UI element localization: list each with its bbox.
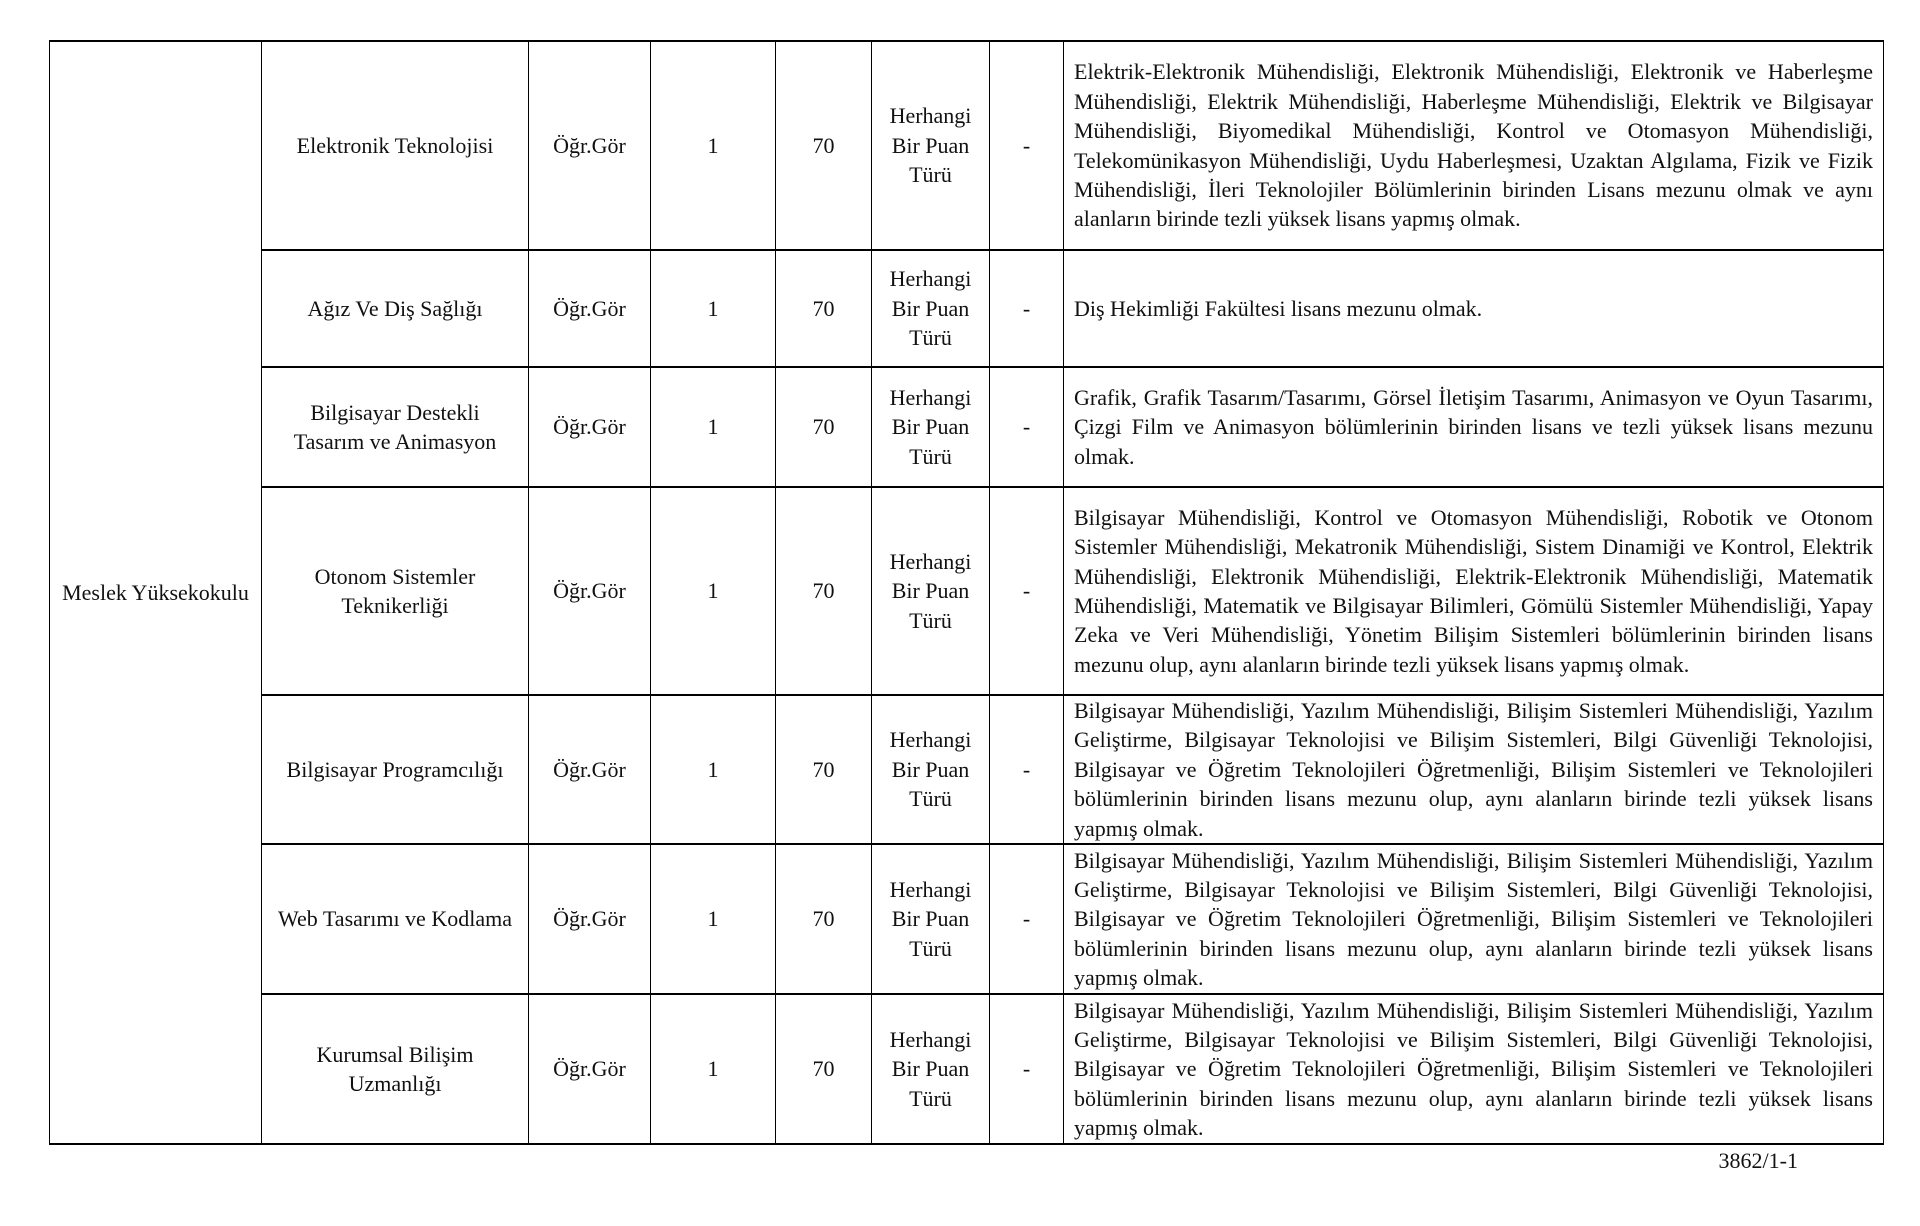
staff-title: Öğr.Gör bbox=[529, 487, 651, 695]
language-requirement: - bbox=[990, 487, 1064, 695]
language-requirement: - bbox=[990, 367, 1064, 487]
program-name: Kurumsal Bilişim Uzmanlığı bbox=[262, 994, 529, 1144]
table-row bbox=[50, 844, 1884, 994]
ales-score: 70 bbox=[776, 695, 872, 844]
table-row bbox=[50, 250, 1884, 367]
score-type: Herhangi Bir Puan Türü bbox=[872, 367, 990, 487]
position-count: 1 bbox=[651, 487, 776, 695]
ales-score: 70 bbox=[776, 250, 872, 367]
program-name: Web Tasarımı ve Kodlama bbox=[262, 844, 529, 994]
position-count: 1 bbox=[651, 844, 776, 994]
ales-score: 70 bbox=[776, 41, 872, 250]
score-type: Herhangi Bir Puan Türü bbox=[872, 487, 990, 695]
ales-score: 70 bbox=[776, 844, 872, 994]
position-count: 1 bbox=[651, 41, 776, 250]
requirements: Bilgisayar Mühendisliği, Yazılım Mühendisliği, Bilişim Sistemleri Mühendisliği, Yazılım Geliştirme, Bilgisayar Teknolojisi ve Bilişim Sistemleri, Bilgi Güvenliği Teknolojisi, Bilgisayar ve Öğretim Teknolojileri Öğretmenliği, Bilişim Sistemleri ve Teknolojileri bölümlerinin birinden lisans mezunu olup, aynı alanların birinde tezli yüksek lisans yapmış olmak. bbox=[1064, 994, 1884, 1144]
position-count: 1 bbox=[651, 994, 776, 1144]
staff-title: Öğr.Gör bbox=[529, 994, 651, 1144]
requirements: Bilgisayar Mühendisliği, Yazılım Mühendisliği, Bilişim Sistemleri Mühendisliği, Yazılım Geliştirme, Bilgisayar Teknolojisi ve Bilişim Sistemleri, Bilgi Güvenliği Teknolojisi, Bilgisayar ve Öğretim Teknolojileri Öğretmenliği, Bilişim Sistemleri ve Teknolojileri bölümlerinin birinden lisans mezunu olup, aynı alanların birinde tezli yüksek lisans yapmış olmak. bbox=[1064, 695, 1884, 844]
score-type: Herhangi Bir Puan Türü bbox=[872, 41, 990, 250]
position-count: 1 bbox=[651, 250, 776, 367]
requirements: Bilgisayar Mühendisliği, Yazılım Mühendisliği, Bilişim Sistemleri Mühendisliği, Yazılım Geliştirme, Bilgisayar Teknolojisi ve Bilişim Sistemleri, Bilgi Güvenliği Teknolojisi, Bilgisayar ve Öğretim Teknolojileri Öğretmenliği, Bilişim Sistemleri ve Teknolojileri bölümlerinin birinden lisans mezunu olup, aynı alanların birinde tezli yüksek lisans yapmış olmak. bbox=[1064, 844, 1884, 994]
score-type: Herhangi Bir Puan Türü bbox=[872, 994, 990, 1144]
language-requirement: - bbox=[990, 695, 1064, 844]
ales-score: 70 bbox=[776, 367, 872, 487]
language-requirement: - bbox=[990, 844, 1064, 994]
ales-score: 70 bbox=[776, 487, 872, 695]
table-row bbox=[50, 994, 1884, 1144]
language-requirement: - bbox=[990, 41, 1064, 250]
language-requirement: - bbox=[990, 994, 1064, 1144]
staff-title: Öğr.Gör bbox=[529, 367, 651, 487]
unit-name: Meslek Yüksekokulu bbox=[50, 41, 262, 1144]
position-count: 1 bbox=[651, 695, 776, 844]
requirements: Grafik, Grafik Tasarım/Tasarımı, Görsel İletişim Tasarımı, Animasyon ve Oyun Tasarımı, Çizgi Film ve Animasyon bölümlerinin birinden lisans ve tezli yüksek lisans mezunu olmak. bbox=[1064, 367, 1884, 487]
staff-title: Öğr.Gör bbox=[529, 41, 651, 250]
table-row bbox=[50, 367, 1884, 487]
page-reference: 3862/1-1 bbox=[1718, 1148, 1798, 1173]
requirements: Bilgisayar Mühendisliği, Kontrol ve Otomasyon Mühendisliği, Robotik ve Otonom Sistemler Mühendisliği, Mekatronik Mühendisliği, Sistem Dinamiği ve Kontrol, Elektrik Mühendisliği, Elektronik Mühendisliği, Elektrik-Elektronik Mühendisliği, Matematik Mühendisliği, Matematik ve Bilgisayar Bilimleri, Gömülü Sistemler Mühendisliği, Yapay Zeka ve Veri Mühendisliği, Yönetim Bilişim Sistemleri bölümlerinin birinden lisans mezunu olup, aynı alanların birinde tezli yüksek lisans yapmış olmak. bbox=[1064, 487, 1884, 695]
table-row bbox=[50, 695, 1884, 844]
positions-table bbox=[49, 40, 1884, 1145]
language-requirement: - bbox=[990, 250, 1064, 367]
staff-title: Öğr.Gör bbox=[529, 250, 651, 367]
staff-title: Öğr.Gör bbox=[529, 844, 651, 994]
program-name: Ağız Ve Diş Sağlığı bbox=[262, 250, 529, 367]
position-count: 1 bbox=[651, 367, 776, 487]
program-name: Bilgisayar Programcılığı bbox=[262, 695, 529, 844]
score-type: Herhangi Bir Puan Türü bbox=[872, 844, 990, 994]
program-name: Elektronik Teknolojisi bbox=[262, 41, 529, 250]
score-type: Herhangi Bir Puan Türü bbox=[872, 250, 990, 367]
table-row bbox=[50, 487, 1884, 695]
table-row bbox=[50, 41, 1884, 250]
score-type: Herhangi Bir Puan Türü bbox=[872, 695, 990, 844]
program-name: Bilgisayar Destekli Tasarım ve Animasyon bbox=[262, 367, 529, 487]
program-name: Otonom Sistemler Teknikerliği bbox=[262, 487, 529, 695]
staff-title: Öğr.Gör bbox=[529, 695, 651, 844]
requirements: Elektrik-Elektronik Mühendisliği, Elektronik Mühendisliği, Elektronik ve Haberleşme Mühendisliği, Elektrik Mühendisliği, Haberleşme Mühendisliği, Elektrik ve Bilgisayar Mühendisliği, Biyomedikal Mühendisliği, Kontrol ve Otomasyon Mühendisliği, Telekomünikasyon Mühendisliği, Uydu Haberleşmesi, Uzaktan Algılama, Fizik ve Fizik Mühendisliği, İleri Teknolojiler Bölümlerinin birinden Lisans mezunu olmak ve aynı alanların birinde tezli yüksek lisans yapmış olmak. bbox=[1064, 41, 1884, 250]
requirements: Diş Hekimliği Fakültesi lisans mezunu olmak. bbox=[1064, 250, 1884, 367]
ales-score: 70 bbox=[776, 994, 872, 1144]
